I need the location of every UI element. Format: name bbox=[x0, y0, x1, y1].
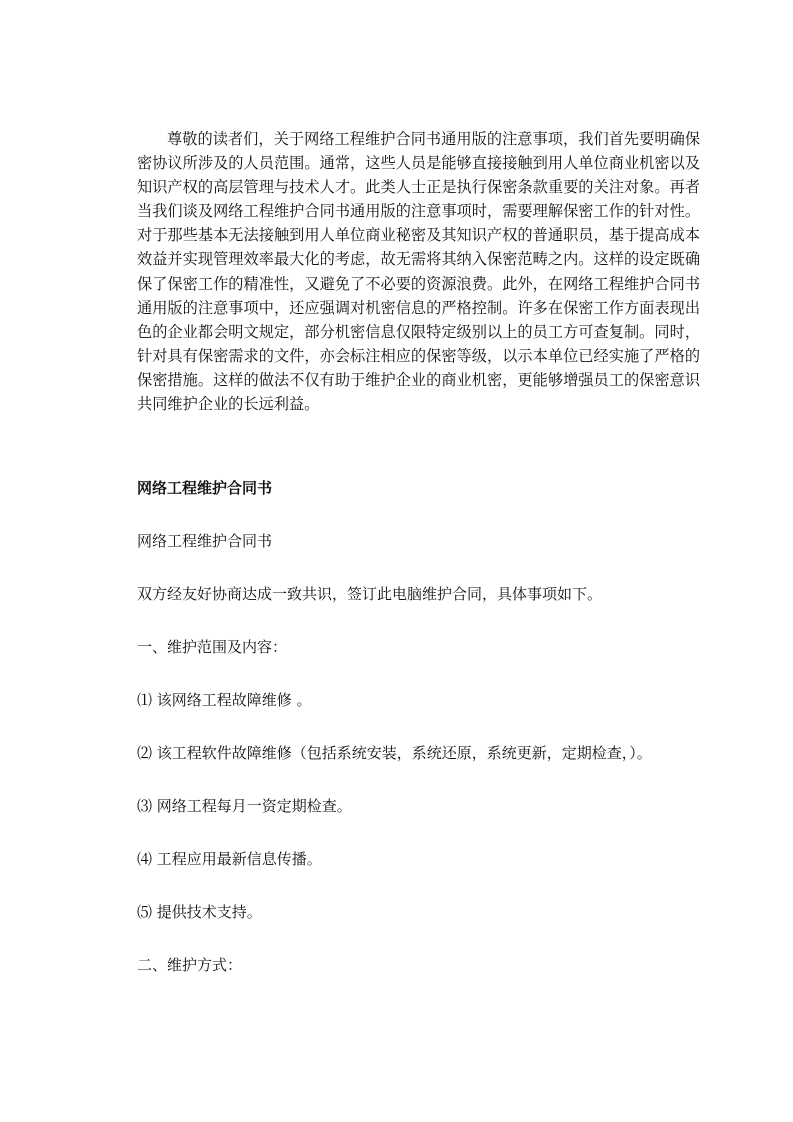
list-item-2: ⑵ 该工程软件故障维修（包括系统安装，系统还原，系统更新，定期检查，）。 bbox=[137, 744, 652, 762]
preamble-text: 双方经友好协商达成一致共识，签订此电脑维护合同，具体事项如下。 bbox=[137, 585, 603, 603]
intro-paragraph bbox=[137, 127, 700, 416]
document-heading-plain: 网络工程维护合同书 bbox=[137, 532, 273, 550]
list-item-5: ⑸ 提供技术支持。 bbox=[137, 903, 262, 921]
list-item-4: ⑷ 工程应用最新信息传播。 bbox=[137, 850, 322, 868]
section2-title: 二、维护方式： bbox=[137, 956, 243, 974]
section1-title: 一、维护范围及内容： bbox=[137, 638, 288, 656]
document-heading-bold: 网络工程维护合同书 bbox=[137, 479, 273, 497]
list-item-3: ⑶ 网络工程每月一资定期检查。 bbox=[137, 797, 352, 815]
intro-text: 尊敬的读者们，关于网络工程维护合同书通用版的注意事项，我们首先要明确保密协议所涉及的人员范围。通常，这些人员是能够直接接触到用人单位商业机密以及知识产权的高层管理与技术人才。此类人士正是执行保密条款重要的关注对象。再者当我们谈及网络工程维护合同书通用版的注意事项时，需要理解保密工作的针对性。对于那些基本无法接触到用人单位商业秘密及其知识产权的普通职员，基于提高成本效益并实现管理效率最大化的考虑，故无需将其纳入保密范畴之内。这样的设定既确保了保密工作的精准性，又避免了不必要的资源浪费。此外，在网络工程维护合同书通用版的注意事项中，还应强调对机密信息的严格控制。许多在保密工作方面表现出色的企业都会明文规定，部分机密信息仅限特定级别以上的员工方可查复制。同时，针对具有保密需求的文件，亦会标注相应的保密等级，以示本单位已经实施了严格的保密措施。这样的做法不仅有助于维护企业的商业机密，更能够增强员工的保密意识共同维护企业的长远利益。 bbox=[137, 130, 700, 414]
list-item-1: ⑴ 该网络工程故障维修 。 bbox=[137, 691, 312, 709]
